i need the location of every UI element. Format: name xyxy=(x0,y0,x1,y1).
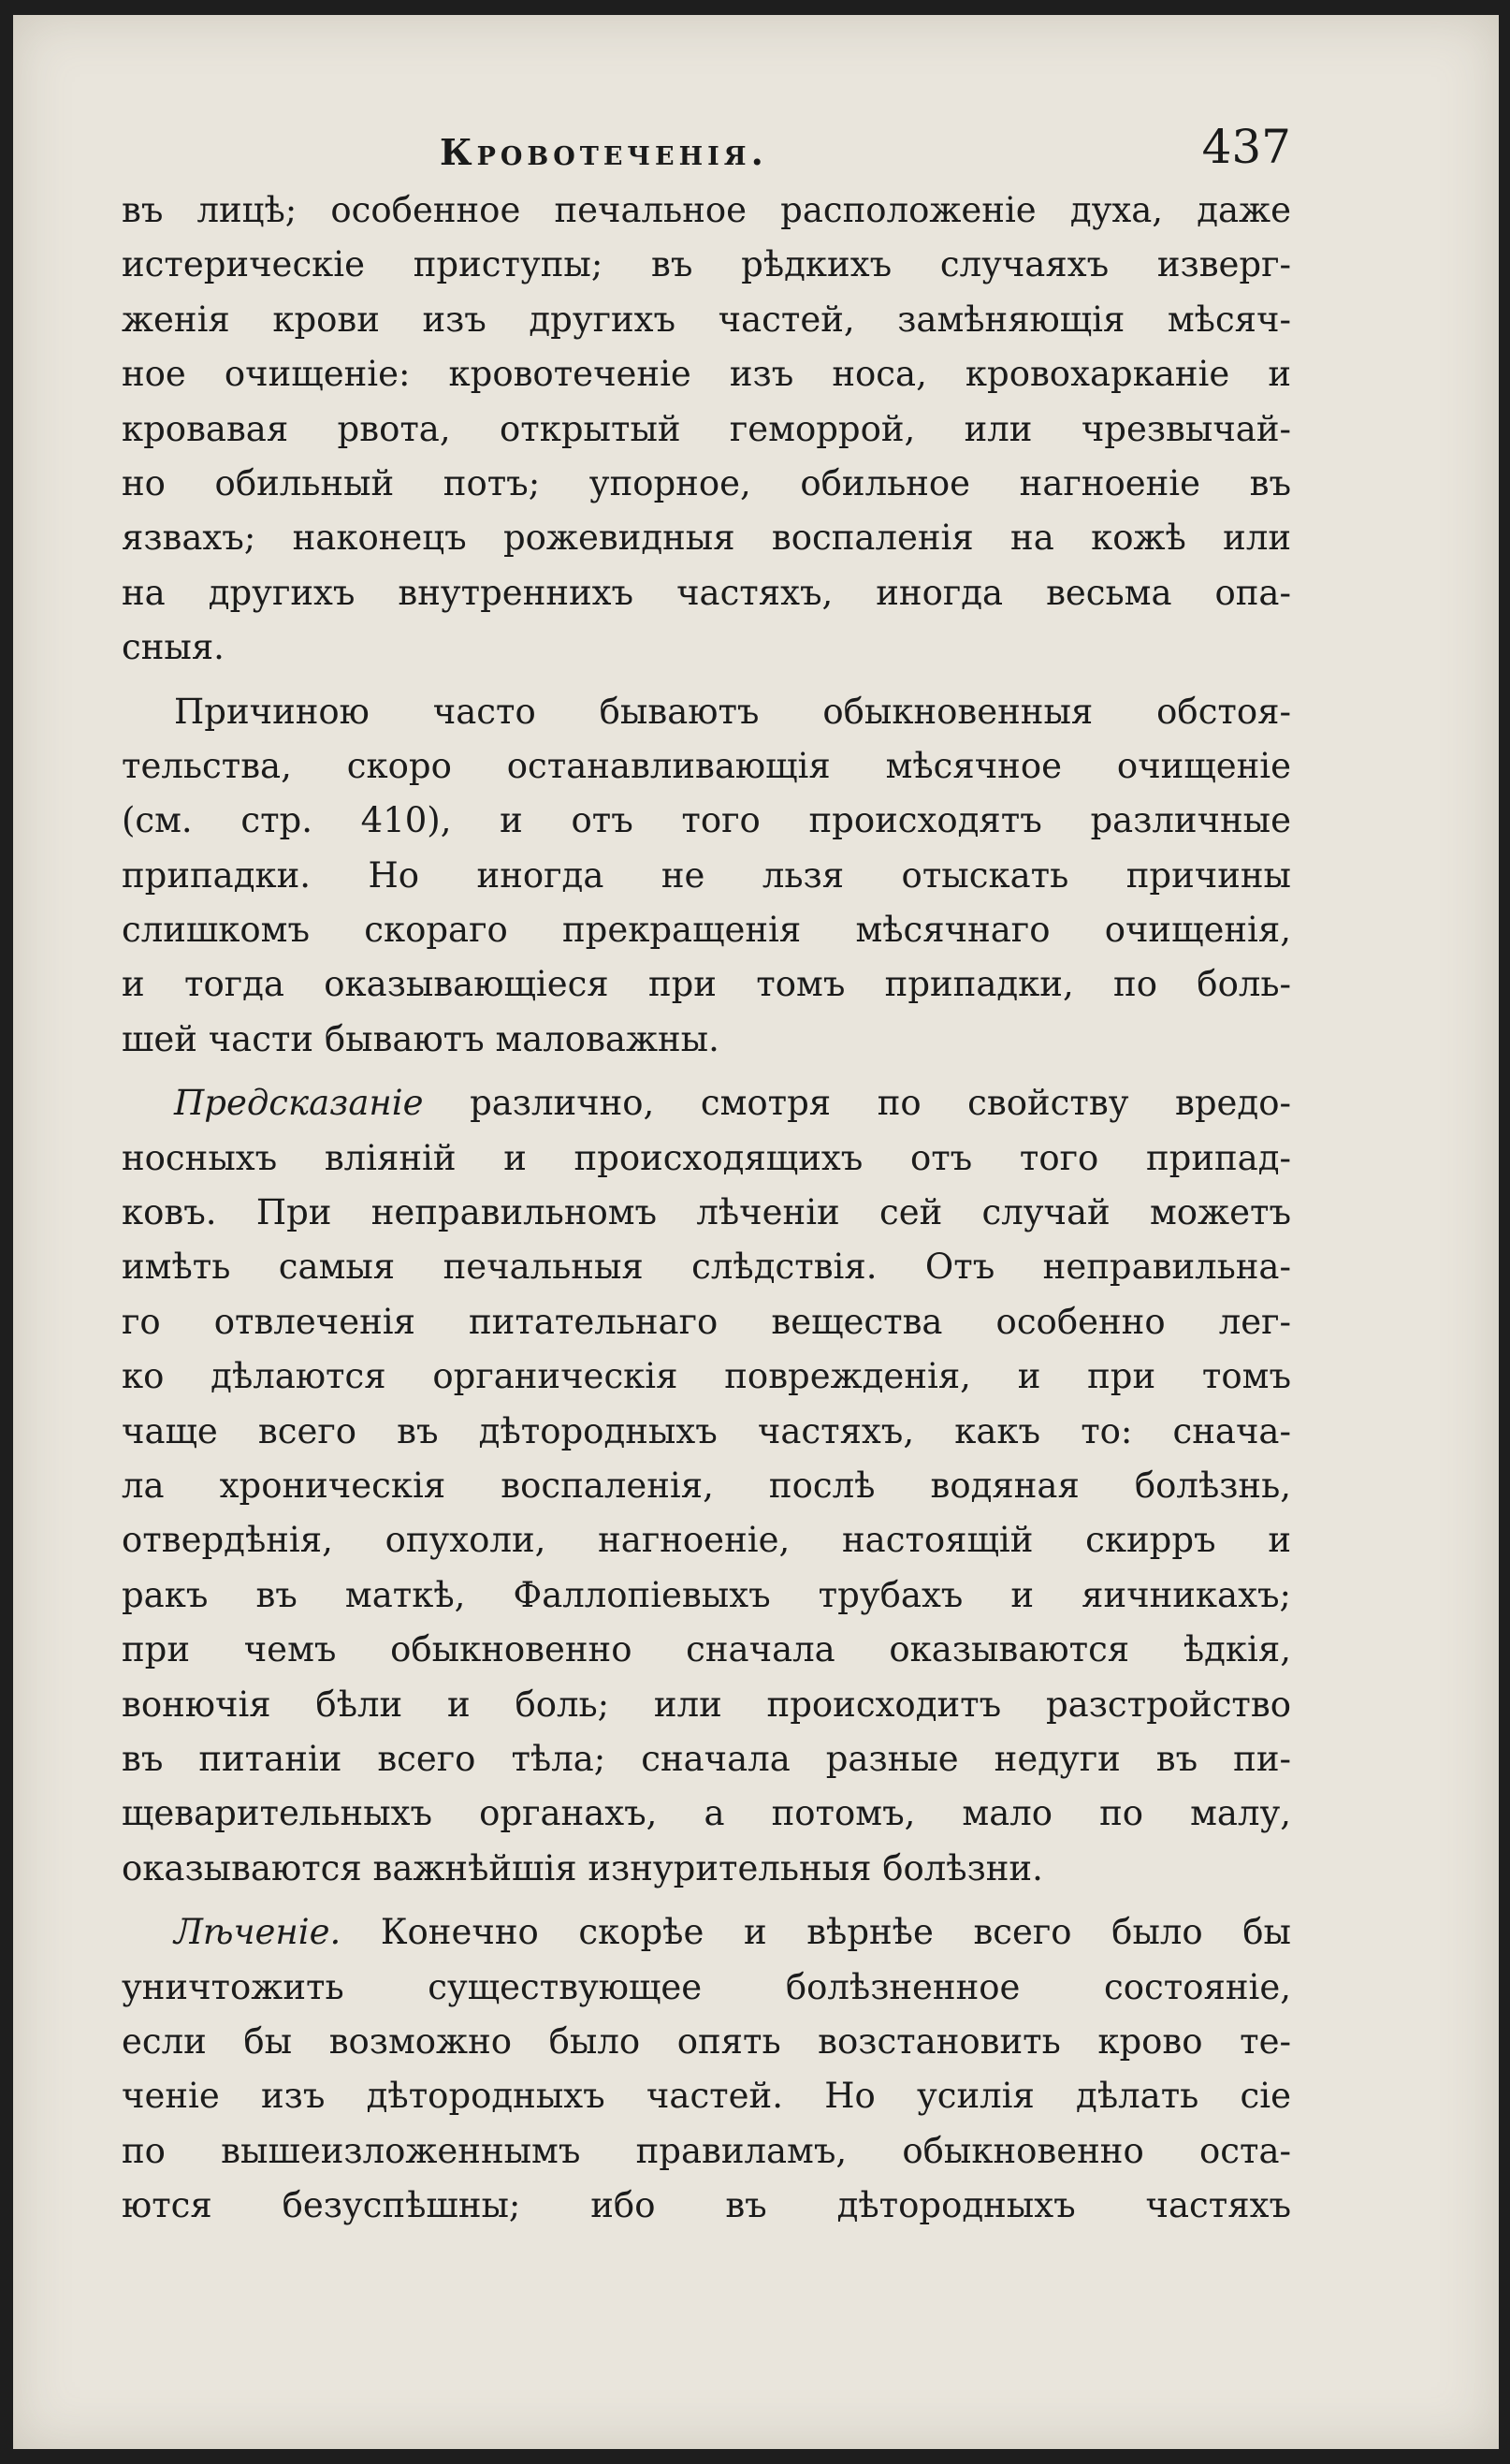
section-heading-prognosis: Предсказаніе xyxy=(174,1083,424,1124)
section-heading-treatment: Лѣченіе. xyxy=(174,1912,341,1953)
text-line: язвахъ; наконецъ рожевидныя воспаленія на кожѣ или xyxy=(122,518,1291,559)
text-line: (см. стр. 410), и отъ того происходятъ различные xyxy=(122,800,1291,841)
paragraph-causes xyxy=(122,685,1291,1068)
text-line: го отвлеченія питательнаго вещества особенно лег- xyxy=(122,1301,1291,1342)
text-line: кровавая рвота, открытый геморрой, или чрезвычай- xyxy=(122,408,1291,449)
text-line: чаще всего въ дѣтородныхъ частяхъ, какъ то: снача- xyxy=(122,1410,1291,1451)
text-line: щеварительныхъ органахъ, а потомъ, мало по малу, xyxy=(122,1793,1291,1834)
text-line: истерическіе приступы; въ рѣдкихъ случаяхъ изверг- xyxy=(122,244,1291,285)
text-line: если бы возможно было опять возстановить крово те- xyxy=(122,2020,1291,2062)
text-line: шей части бываютъ маловажны. xyxy=(122,1018,719,1059)
text-line: оказываются важнѣйшія изнурительныя болѣзни. xyxy=(122,1847,1043,1888)
text-line: на другихъ внутреннихъ частяхъ, иногда весьма опа- xyxy=(122,572,1291,613)
text-line: въ лицѣ; особенное печальное расположеніе духа, даже xyxy=(122,190,1291,230)
text-line: но обильный потъ; упорное, обильное нагноеніе въ xyxy=(122,462,1291,503)
paragraph-treatment xyxy=(122,1905,1291,2233)
text-line: по вышеизложеннымъ правиламъ, обыкновенно оста- xyxy=(122,2130,1291,2171)
text-line: женія крови изъ другихъ частей, замѣняющія мѣсяч- xyxy=(122,299,1291,340)
text-line: вонючія бѣли и боль; или происходитъ разстройство xyxy=(122,1684,1291,1725)
text-fragment: различно, смотря по свойству вредо- xyxy=(423,1083,1291,1124)
text-line: ко дѣлаются органическія поврежденія, и при томъ xyxy=(122,1356,1291,1397)
text-line: при чемъ обыкновенно сначала оказываются ѣдкія, xyxy=(122,1629,1291,1670)
text-line: уничтожить существующее болѣзненное состояніе, xyxy=(122,1966,1291,2007)
text-body xyxy=(122,183,1291,2233)
paragraph-symptoms xyxy=(122,183,1291,676)
text-line: ковъ. При неправильномъ лѣченіи сей случай можетъ xyxy=(122,1192,1291,1233)
text-line: припадки. Но иногда не льзя отыскать причины xyxy=(122,854,1291,896)
text-line: ются безуспѣшны; ибо въ дѣтородныхъ частяхъ xyxy=(122,2185,1291,2226)
text-line: тельства, скоро останавливающія мѣсячное очищеніе xyxy=(122,745,1291,786)
text-line xyxy=(122,1905,1291,1960)
text-line: носныхъ вліяній и происходящихъ отъ того припад- xyxy=(122,1137,1291,1178)
text-line: слишкомъ скораго прекращенія мѣсячнаго очищенія, xyxy=(122,910,1291,951)
text-fragment: Конечно скорѣе и вѣрнѣе всего было бы xyxy=(341,1912,1291,1953)
page-number: 437 xyxy=(1201,120,1291,174)
text-line: ракъ въ маткѣ, Фаллопіевыхъ трубахъ и яичникахъ; xyxy=(122,1574,1291,1615)
text-line: ла хроническія воспаленія, послѣ водяная болѣзнь, xyxy=(122,1465,1291,1506)
text-line: Причиною часто бываютъ обыкновенныя обстоя- xyxy=(174,691,1291,732)
text-line: сныя. xyxy=(122,627,225,668)
running-title: Кровотеченія. xyxy=(440,131,768,173)
page-header xyxy=(122,120,1291,185)
text-line: ное очищеніе: кровотеченіе изъ носа, кровохарканіе и xyxy=(122,354,1291,395)
paragraph-prognosis xyxy=(122,1076,1291,1896)
text-line xyxy=(122,1076,1291,1130)
book-page xyxy=(13,15,1499,2449)
text-line: въ питаніи всего тѣла; сначала разные недуги въ пи- xyxy=(122,1738,1291,1779)
text-line: отвердѣнія, опухоли, нагноеніе, настоящій скирръ и xyxy=(122,1520,1291,1561)
text-line: и тогда оказывающіеся при томъ припадки, по боль- xyxy=(122,964,1291,1005)
text-line: имѣть самыя печальныя слѣдствія. Отъ неправильна- xyxy=(122,1247,1291,1288)
text-line: ченіе изъ дѣтородныхъ частей. Но усилія дѣлать сіе xyxy=(122,2076,1291,2117)
